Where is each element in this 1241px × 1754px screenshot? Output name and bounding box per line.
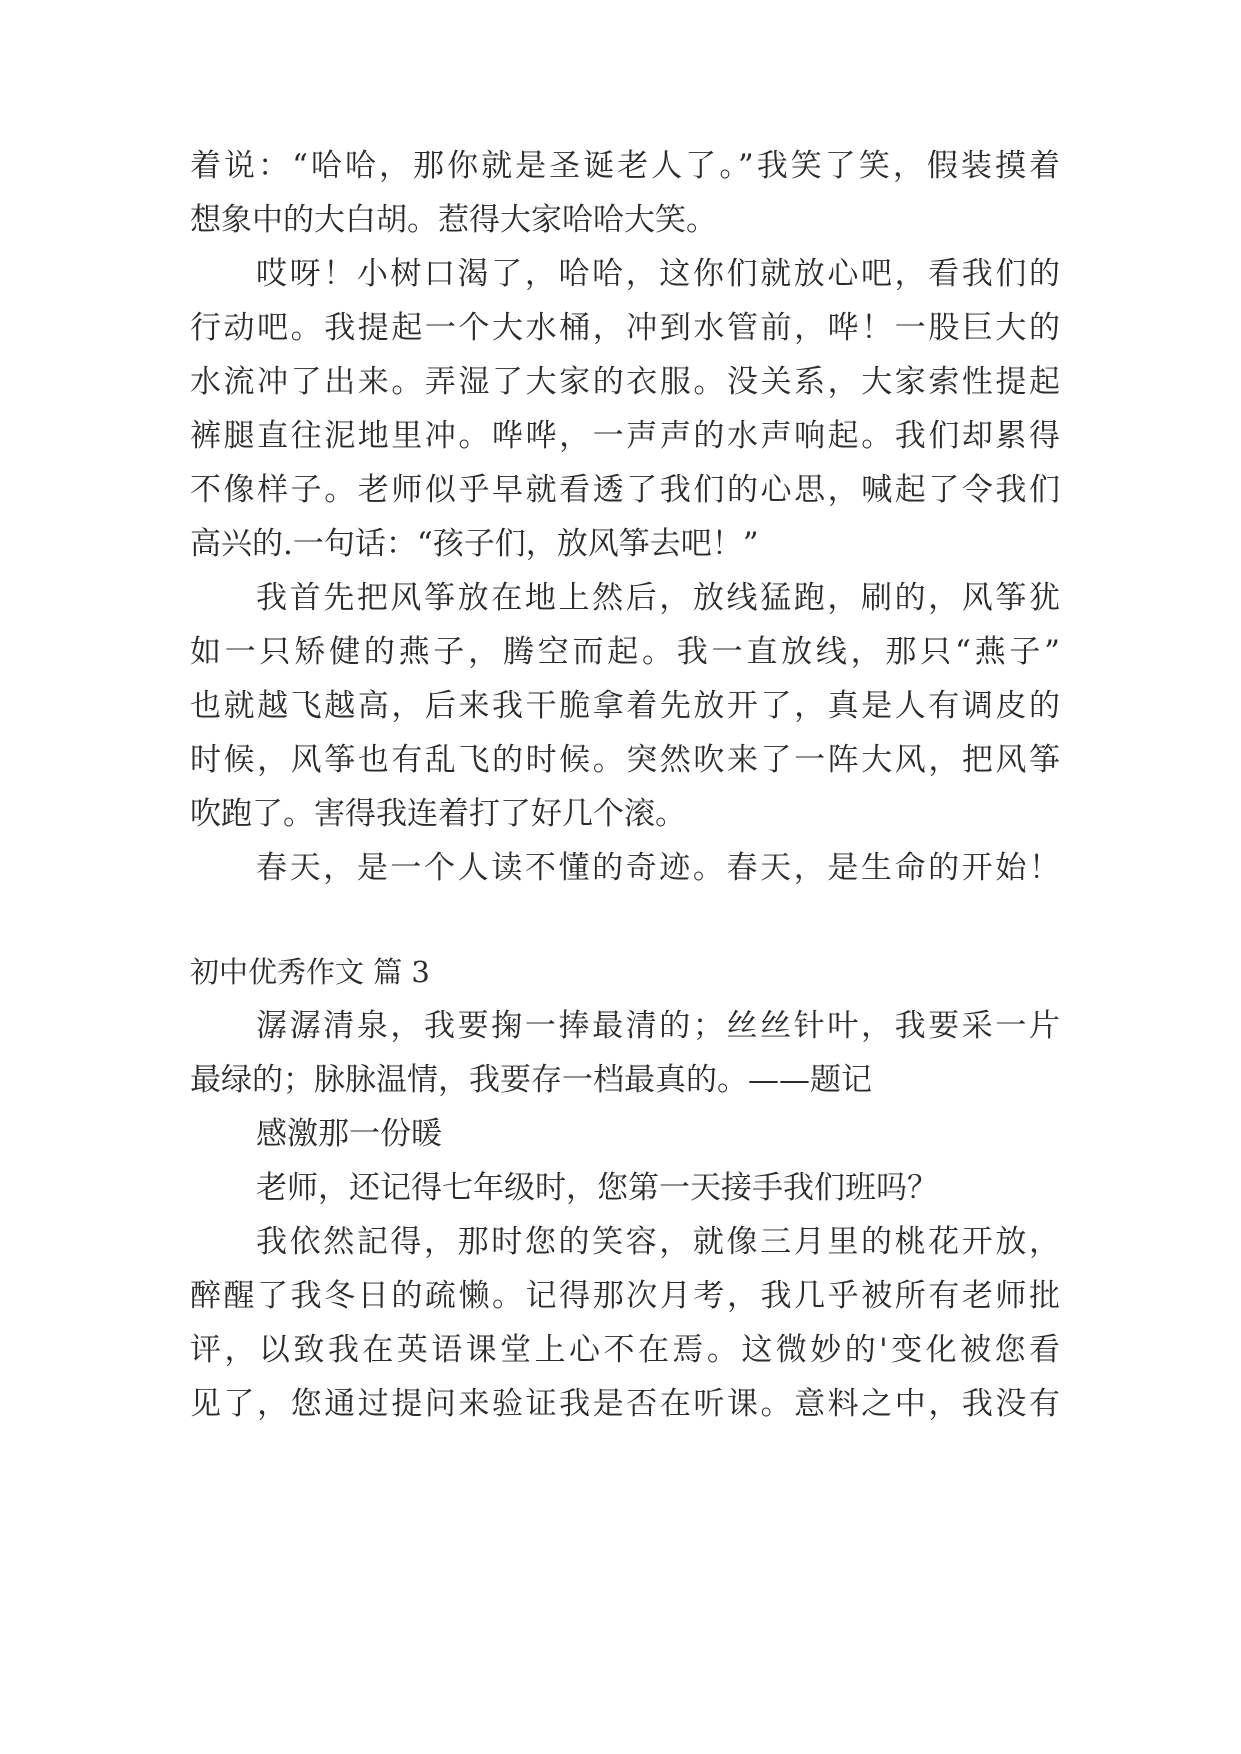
text-line: 水流冲了出来。弄湿了大家的衣服。没关系，大家索性提起 bbox=[190, 364, 1060, 400]
text-line: 吹跑了。害得我连着打了好几个滚。 bbox=[190, 796, 686, 832]
text-line: 时候，风筝也有乱飞的时候。突然吹来了一阵大风，把风筝 bbox=[190, 742, 1060, 778]
text-line: 着说：“哈哈，那你就是圣诞老人了。”我笑了笑，假装摸着 bbox=[190, 148, 1060, 184]
paragraph-first-line: 潺潺清泉，我要掬一捧最清的；丝丝针叶，我要采一片 bbox=[256, 1008, 1060, 1044]
text-line: 见了，您通过提问来验证我是否在听课。意料之中，我没有 bbox=[190, 1386, 1060, 1422]
text-line: 如一只矫健的燕子，腾空而起。我一直放线，那只“燕子” bbox=[190, 634, 1060, 670]
text-line: 不像样子。老师似乎早就看透了我们的心思，喊起了令我们 bbox=[190, 472, 1060, 508]
text-line: 也就越飞越高，后来我干脆拿着先放开了，真是人有调皮的 bbox=[190, 688, 1060, 724]
paragraph-first-line: 春天，是一个人读不懂的奇迹。春天，是生命的开始！ bbox=[256, 850, 1060, 886]
text-line: 评，以致我在英语课堂上心不在焉。这微妙的'变化被您看 bbox=[190, 1332, 1060, 1368]
paragraph-first-line: 我首先把风筝放在地上然后，放线猛跑，刷的，风筝犹 bbox=[256, 580, 1060, 616]
text-line: 高兴的.一句话：“孩子们，放风筝去吧！” bbox=[190, 526, 759, 562]
section-heading: 初中优秀作文 篇 3 bbox=[190, 955, 430, 989]
text-line: 醉醒了我冬日的疏懒。记得那次月考，我几乎被所有老师批 bbox=[190, 1278, 1060, 1314]
text-line: 最绿的；脉脉温情，我要存一档最真的。——题记 bbox=[190, 1062, 872, 1098]
paragraph-first-line: 哎呀！小树口渴了，哈哈，这你们就放心吧，看我们的 bbox=[256, 256, 1060, 292]
text-line: 裤腿直往泥地里冲。哗哗，一声声的水声响起。我们却累得 bbox=[190, 418, 1060, 454]
subtitle-line: 感激那一份暖 bbox=[256, 1116, 442, 1152]
paragraph-first-line: 老师，还记得七年级时，您第一天接手我们班吗？ bbox=[256, 1170, 938, 1206]
text-line: 想象中的大白胡。惹得大家哈哈大笑。 bbox=[190, 202, 717, 238]
text-line: 行动吧。我提起一个大水桶，冲到水管前，哗！一股巨大的 bbox=[190, 310, 1060, 346]
paragraph-first-line: 我依然記得，那时您的笑容，就像三月里的桃花开放， bbox=[256, 1224, 1060, 1260]
